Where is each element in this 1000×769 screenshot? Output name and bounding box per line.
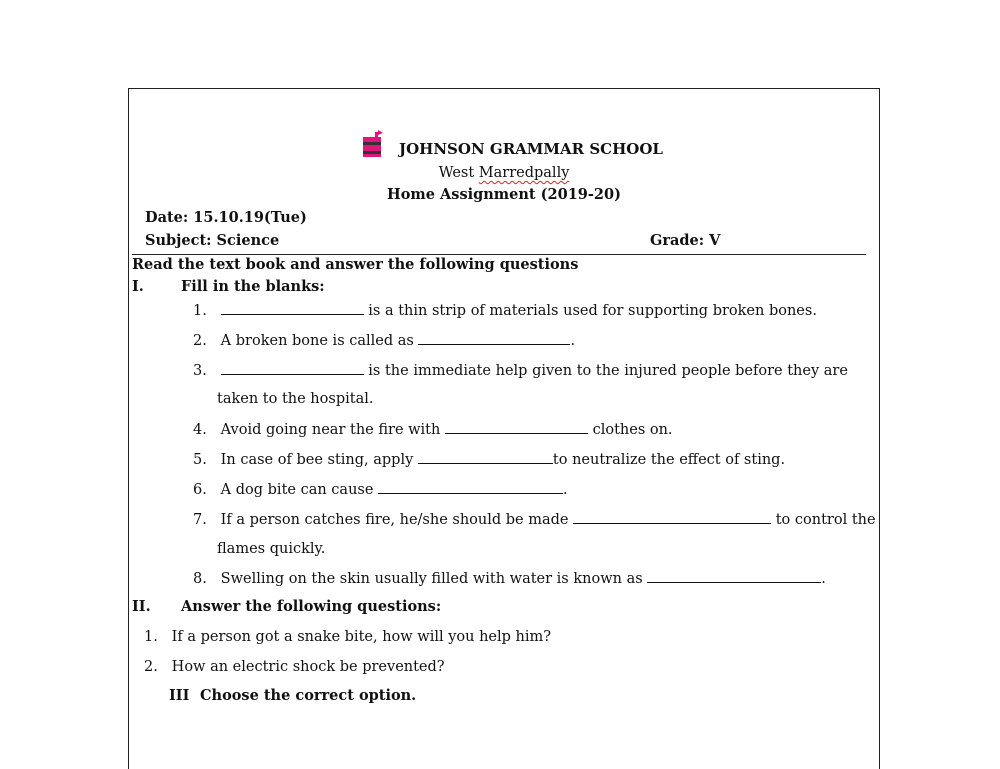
item-number: 3.	[193, 363, 207, 379]
list-item	[193, 421, 673, 438]
header-divider	[132, 254, 866, 255]
list-item	[144, 629, 551, 645]
item-text: Swelling on the skin usually filled with water is known as	[220, 571, 648, 587]
item-number: 1.	[144, 629, 158, 645]
list-item	[193, 451, 785, 468]
list-item	[144, 659, 445, 675]
item-number: 7.	[193, 512, 207, 528]
location-word: Marredpally	[478, 165, 570, 181]
answer-blank	[418, 332, 570, 345]
item-number: 2.	[193, 333, 207, 349]
section-title: Fill in the blanks:	[181, 278, 325, 295]
date-label: Date: 15.10.19(Tue)	[145, 209, 307, 226]
item-continuation: flames quickly.	[217, 541, 326, 557]
answer-blank	[573, 511, 771, 524]
item-text: A broken bone is called as	[220, 333, 419, 349]
section-numeral: I.	[132, 278, 144, 295]
school-logo-icon	[361, 129, 385, 159]
item-text-end: .	[821, 571, 826, 587]
item-number: 5.	[193, 452, 207, 468]
list-item	[193, 481, 568, 498]
item-text-end: to neutralize the effect of sting.	[552, 452, 786, 468]
item-number: 4.	[193, 422, 207, 438]
list-item	[193, 570, 826, 587]
school-name: JOHNSON GRAMMAR SCHOOL	[399, 140, 663, 158]
school-location	[129, 165, 879, 181]
item-text: If a person catches fire, he/she should be made	[220, 512, 574, 528]
item-text-end: .	[563, 482, 568, 498]
assignment-title: Home Assignment (2019-20)	[387, 186, 621, 203]
list-item	[193, 362, 848, 379]
section-numeral: III	[169, 687, 190, 704]
item-text: In case of bee sting, apply	[220, 452, 418, 468]
section-numeral: II.	[132, 598, 151, 615]
worksheet-page	[128, 88, 880, 769]
item-text: is the immediate help given to the injured people before they are	[363, 363, 848, 379]
list-item	[193, 332, 575, 349]
item-number: 1.	[193, 303, 207, 319]
item-text: How an electric shock be prevented?	[171, 659, 445, 675]
item-continuation: taken to the hospital.	[217, 391, 374, 407]
answer-blank	[418, 451, 553, 464]
item-text: A dog bite can cause	[220, 482, 379, 498]
item-number: 6.	[193, 482, 207, 498]
answer-blank	[378, 481, 563, 494]
item-text: is a thin strip of materials used for supporting broken bones.	[363, 303, 817, 319]
section-title: Choose the correct option.	[200, 687, 417, 704]
answer-blank	[221, 362, 364, 375]
list-item	[193, 302, 817, 319]
item-number: 8.	[193, 571, 207, 587]
instructions: Read the text book and answer the following questions	[132, 256, 579, 273]
grade-label: Grade: V	[650, 232, 721, 249]
item-text-end: clothes on.	[587, 422, 673, 438]
subject-label: Subject: Science	[145, 232, 280, 249]
item-number: 2.	[144, 659, 158, 675]
item-text-end: .	[570, 333, 576, 349]
item-text: Avoid going near the fire with	[220, 422, 445, 438]
list-item	[193, 511, 876, 528]
answer-blank	[445, 421, 588, 434]
item-text: If a person got a snake bite, how will you help him?	[171, 629, 552, 645]
location-prefix: West	[438, 165, 479, 181]
section-title: Answer the following questions:	[181, 598, 442, 615]
answer-blank	[647, 570, 821, 583]
item-text-end: to control the	[771, 512, 876, 528]
answer-blank	[221, 302, 364, 315]
